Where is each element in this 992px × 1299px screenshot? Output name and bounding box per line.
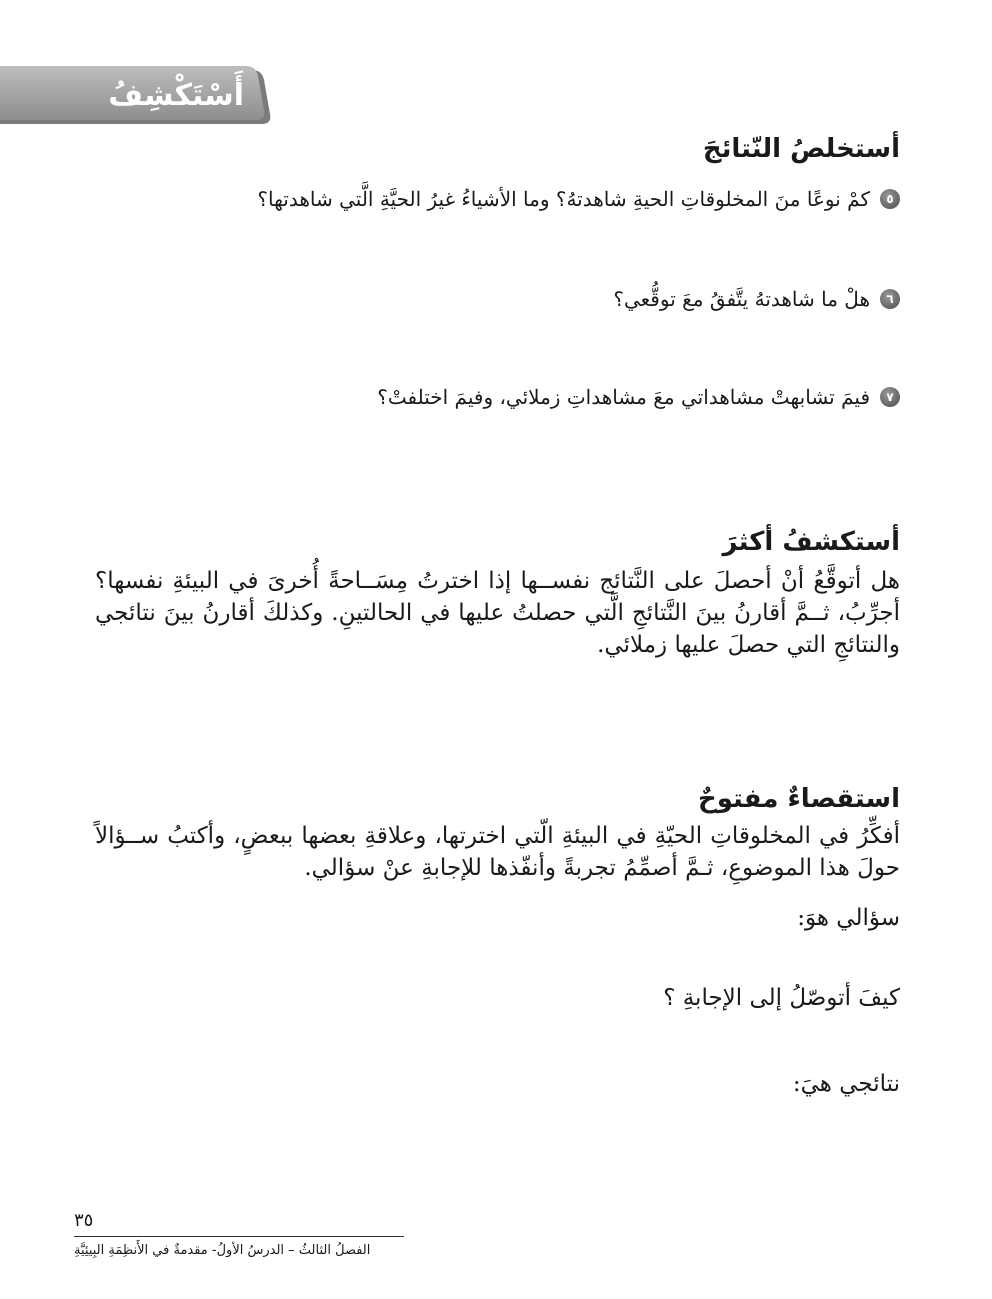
question-text: هلْ ما شاهدتهُ يتَّفقُ معَ توقُّعي؟ — [613, 287, 870, 311]
question-5 — [257, 185, 900, 213]
my-question-prompt: سؤالي هوَ: — [797, 905, 900, 931]
question-number-badge: ٧ — [880, 387, 900, 407]
explore-more-heading: أستكشفُ أكثرَ — [722, 527, 900, 557]
footer-chapter-title: الفصلُ الثالثُ – الدرسُ الأولُ- مقدمةٌ في الأَنظِمَةِ البِيئِيَّةِ — [74, 1243, 371, 1258]
my-results-prompt: نتائجي هيَ: — [792, 1071, 900, 1097]
question-7 — [377, 383, 900, 411]
question-text: كمْ نوعًا منَ المخلوقاتِ الحيةِ شاهدتهُ؟ وما الأشياءُ غيرُ الحيَّةِ الَّتي شاهدتها؟ — [257, 187, 870, 211]
explore-more-paragraph: هل أتوقَّعُ أنْ أحصلَ على النَّتائج نفســها إذا اخترتُ مِسَــاحةً أُخرىَ في البيئةِ نفسها؟ أجرِّبُ، ثــمَّ أقارنُ بينَ النَّتائجِ الَّتي حصلتُ عليها في الحالتينِ. وكذلكَ أقارنُ بينَ نتائجي والنتائجِ التي حصلَ عليها زملائي. — [95, 568, 900, 658]
question-6 — [613, 285, 900, 313]
conclusions-heading: أستخلصُ النّتائجَ — [702, 134, 900, 164]
page-number: ٣٥ — [74, 1210, 94, 1231]
open-inquiry-heading: استقصاءٌ مفتوحٌ — [698, 784, 900, 814]
how-to-answer-prompt: كيفَ أتوصّلُ إلى الإجابةِ ؟ — [663, 985, 900, 1011]
explore-tab-label: أَسْتَكْشِفُ — [108, 78, 244, 113]
question-number-badge: ٥ — [880, 189, 900, 209]
open-inquiry-paragraph: أفكِّرُ في المخلوقاتِ الحيّةِ في البيئةِ الّتي اخترتها، وعلاقةِ بعضها ببعضٍ، وأكتبُ ســؤالاً حولَ هذا الموضوعِ، ثـمَّ أصمِّمُ تجربةً وأنفّذها للإجابةِ عنْ سؤالي. — [95, 823, 900, 881]
explore-section-tab — [0, 66, 278, 126]
question-number-badge: ٦ — [880, 289, 900, 309]
footer-divider — [74, 1236, 404, 1237]
question-text: فيمَ تشابهتْ مشاهداتي معَ مشاهداتِ زملائي، وفيمَ اختلفتْ؟ — [377, 385, 870, 409]
